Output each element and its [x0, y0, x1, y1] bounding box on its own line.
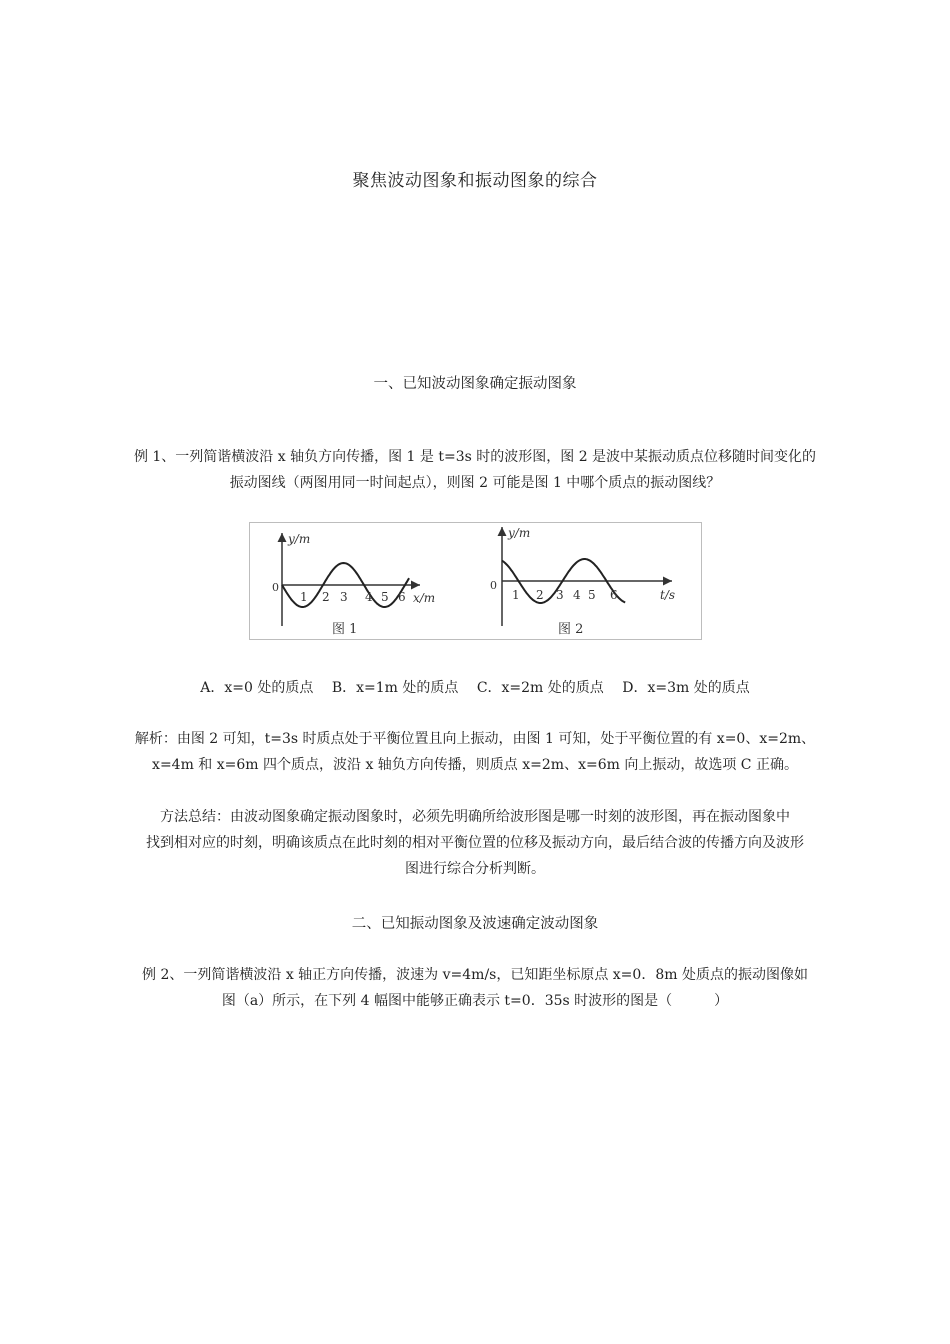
fig2-tick-5: 5	[588, 588, 596, 602]
fig2-y-label: y/m	[508, 526, 531, 540]
method-line-2: 找到相对应的时刻，明确该质点在此时刻的相对平衡位置的位移及振动方向，最后结合波的传播方向及波形	[146, 835, 804, 851]
fig2-tick-3: 3	[556, 588, 564, 602]
analysis-line-2: x=4m 和 x=6m 四个质点，波沿 x 轴负方向传播，则质点 x=2m、x=6m 向上振动，故选项 C 正确。	[152, 757, 798, 773]
fig1-caption: 图 1	[332, 622, 358, 637]
fig2-origin-label: 0	[490, 579, 497, 592]
wave-figure	[249, 522, 702, 640]
section-heading-1: 一、已知波动图象确定振动图象	[373, 376, 577, 392]
method-summary-text	[80, 804, 870, 882]
section-heading-2: 二、已知振动图象及波速确定波动图象	[351, 916, 599, 932]
example-1-text	[80, 444, 870, 496]
wave-figure-svg	[250, 523, 701, 639]
option-b[interactable]: B．x=1m 处的质点	[331, 680, 459, 696]
fig1-tick-4: 4	[365, 590, 373, 604]
fig2-caption: 图 2	[558, 622, 584, 637]
method-line-3: 图进行综合分析判断。	[405, 861, 545, 877]
fig2-graph	[490, 526, 675, 637]
document-title: 聚焦波动图象和振动图象的综合	[352, 171, 598, 191]
fig1-graph	[272, 532, 435, 637]
fig2-tick-2: 2	[536, 588, 544, 602]
fig2-tick-1: 1	[512, 588, 520, 602]
example-2-text	[80, 962, 870, 1014]
fig1-tick-2: 2	[322, 590, 330, 604]
fig1-tick-6: 6	[398, 590, 406, 604]
analysis-text	[80, 726, 870, 778]
option-c[interactable]: C．x=2m 处的质点	[476, 680, 604, 696]
option-d[interactable]: D．x=3m 处的质点	[622, 680, 750, 696]
example-1-line-1: 例 1、一列简谐横波沿 x 轴负方向传播，图 1 是 t=3s 时的波形图，图 2 是波中某振动质点位移随时间变化的	[133, 449, 817, 465]
example-2-line-1: 例 2、一列简谐横波沿 x 轴正方向传播，波速为 v=4m/s，已知距坐标原点 x=0．8m 处质点的振动图像如	[142, 967, 808, 983]
answer-options	[0, 677, 950, 697]
fig1-tick-1: 1	[300, 590, 308, 604]
fig1-tick-5: 5	[381, 590, 389, 604]
fig2-tick-4: 4	[573, 588, 581, 602]
fig2-x-label: t/s	[660, 588, 676, 602]
option-a[interactable]: A．x=0 处的质点	[200, 680, 314, 696]
fig1-origin-label: 0	[272, 581, 279, 594]
example-1-line-2: 振动图线（两图用同一时间起点），则图 2 可能是图 1 中哪个质点的振动图线？	[229, 475, 721, 491]
example-2-line-2: 图（a）所示，在下列 4 幅图中能够正确表示 t=0．35s 时波形的图是（ ）	[221, 993, 729, 1009]
fig1-y-label: y/m	[288, 532, 311, 546]
fig2-tick-6: 6	[610, 588, 618, 602]
method-line-1: 方法总结：由波动图象确定振动图象时，必须先明确所给波形图是哪一时刻的波形图，再在振动图象中	[160, 809, 790, 825]
analysis-line-1: 解析：由图 2 可知，t=3s 时质点处于平衡位置且向上振动，由图 1 可知，处于平衡位置的有 x=0、x=2m、	[134, 731, 816, 747]
fig1-tick-3: 3	[340, 590, 348, 604]
fig1-x-label: x/m	[413, 591, 436, 605]
